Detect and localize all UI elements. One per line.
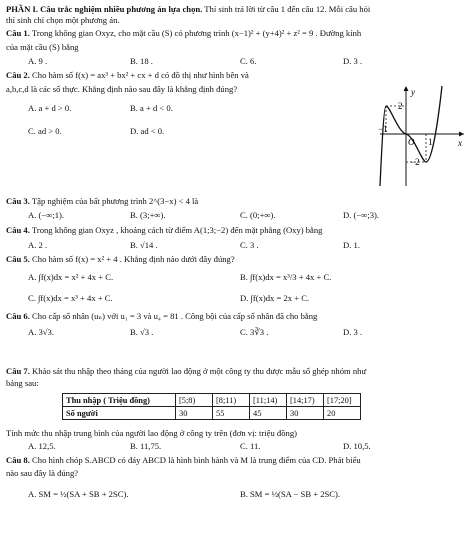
q2-option-c[interactable]: C. ad > 0. [28, 126, 62, 136]
q7-option-a[interactable]: A. 12,5. [28, 441, 56, 451]
q4-option-a[interactable]: A. 2 . [28, 240, 48, 250]
cubic-curve [380, 86, 442, 186]
q1-option-c[interactable]: C. 6. [240, 56, 257, 66]
cubic-graph [376, 82, 468, 192]
question-3-label: Câu 3. [6, 196, 30, 206]
q5-option-a[interactable]: A. ∫f(x)dx = x² + 4x + C. [28, 272, 114, 282]
question-8-text: Cho hình chóp S.ABCD có đáy ABCD là hình bình hành và M là trung điểm của CD. Phát biểu [29, 455, 361, 465]
question-7-text-3: Tính mức thu nhập trung bình của người lao động ở công ty trên (đơn vị: triệu đồng) [6, 428, 297, 438]
q3-option-c[interactable]: C. (0;+∞). [240, 210, 276, 220]
q8-option-b[interactable]: B. SM = ½(SA − SB + 2SC). [240, 489, 341, 499]
tick-label-2: 2 [398, 101, 403, 111]
table-cell: 30 [176, 407, 213, 420]
question-7-text: Khảo sát thu nhập theo tháng của người lao động ở một công ty thu được mẫu số ghép nhóm như [29, 366, 367, 376]
q1-option-b[interactable]: B. 18 . [130, 56, 153, 66]
question-3-text: Tập nghiệm của bất phương trình 2^(3−x) < 4 là [29, 196, 199, 206]
q1-option-a[interactable]: A. 9 . [28, 56, 48, 66]
q5-option-d[interactable]: D. ∫f(x)dx = 2x + C. [240, 293, 310, 303]
table-cell: [14;17) [287, 394, 324, 407]
origin-label: O [408, 137, 415, 147]
question-8-text-2: nào sau đây là đúng? [6, 468, 79, 478]
question-7-label: Câu 7. [6, 366, 30, 376]
part-heading-line [6, 4, 370, 15]
question-6-line [6, 311, 317, 322]
q8-option-a[interactable]: A. SM = ½(SA + SB + 2SC). [28, 489, 129, 499]
q6-option-a[interactable]: A. 3√3. [28, 327, 54, 337]
part-heading-rest: Thí sinh trả lời từ câu 1 đến câu 12. Mỗi câu hỏi [202, 4, 371, 14]
q6-option-c[interactable]: C. 3∛3 . [240, 327, 269, 337]
q3-option-a[interactable]: A. (−∞;1). [28, 210, 65, 220]
q4-option-c[interactable]: C. 3 . [240, 240, 259, 250]
q6-option-d[interactable]: D. 3 . [343, 327, 363, 337]
part-instruction: thí sinh chỉ chọn một phương án. [6, 15, 120, 25]
question-3-line [6, 196, 198, 207]
question-5-label: Câu 5. [6, 254, 30, 264]
q5-option-b[interactable]: B. ∫f(x)dx = x³/3 + 4x + C. [240, 272, 332, 282]
q5-option-c[interactable]: C. ∫f(x)dx = x³ + 4x + C. [28, 293, 113, 303]
x-axis-arrow [459, 132, 464, 137]
income-table [62, 393, 361, 420]
y-axis-label: y [411, 87, 415, 97]
q3-option-d[interactable]: D. (−∞;3). [343, 210, 380, 220]
question-1-line [6, 28, 361, 39]
tick-label-minus-2: −2 [410, 157, 420, 167]
question-8-line [6, 455, 361, 466]
q7-option-c[interactable]: C. 11. [240, 441, 261, 451]
part-heading: PHẦN I. Câu trắc nghiệm nhiều phương án lựa chọn. [6, 4, 203, 14]
y-axis-arrow [404, 86, 409, 91]
table-cell: [5;8) [176, 394, 213, 407]
question-1-label: Câu 1. [6, 28, 30, 38]
table-row [63, 407, 361, 420]
x-axis-label: x [458, 138, 462, 148]
table-cell: [11;14) [250, 394, 287, 407]
table-cell: 45 [250, 407, 287, 420]
question-1-text-2: của mặt cầu (S) bằng [6, 42, 79, 52]
table-cell: 55 [213, 407, 250, 420]
question-4-text: Trong không gian Oxyz , khoảng cách từ điểm A(1;3;−2) đến mặt phẳng (Oxy) bằng [29, 225, 323, 235]
q2-option-d[interactable]: D. ad < 0. [130, 126, 165, 136]
q6-option-b[interactable]: B. √3 . [130, 327, 154, 337]
table-cell: 30 [287, 407, 324, 420]
table-header-count: Số người [63, 407, 176, 420]
question-7-text-2: bảng sau: [6, 378, 39, 388]
tick-label-1: 1 [428, 137, 433, 147]
table-cell: [17;20] [324, 394, 361, 407]
question-5-line [6, 254, 235, 265]
table-row [63, 394, 361, 407]
question-6-text: Cho cấp số nhân (uₙ) với u₁ = 3 và u₄ = 81 . Công bội của cấp số nhân đã cho bằng [29, 311, 318, 321]
question-4-line [6, 225, 322, 236]
q1-option-d[interactable]: D. 3 . [343, 56, 363, 66]
q4-option-d[interactable]: D. 1. [343, 240, 360, 250]
tick-label-minus-1: −1 [378, 124, 388, 134]
q2-option-a[interactable]: A. a + d > 0. [28, 103, 72, 113]
q7-option-d[interactable]: D. 10,5. [343, 441, 371, 451]
q2-option-b[interactable]: B. a + d < 0. [130, 103, 173, 113]
table-cell: [8;11) [213, 394, 250, 407]
question-1-text: Trong không gian Oxyz, cho mặt cầu (S) có phương trình (x−1)² + (y+4)² + z² = 9 . Đường kính [29, 28, 362, 38]
question-2-label: Câu 2. [6, 70, 30, 80]
q7-option-b[interactable]: B. 11,75. [130, 441, 162, 451]
question-8-label: Câu 8. [6, 455, 30, 465]
question-2-text-2: a,b,c,d là các số thực. Khẳng định nào sau đây là khẳng định đúng? [6, 84, 238, 94]
table-header-income: Thu nhập ( Triệu đồng) [63, 394, 176, 407]
question-7-line [6, 366, 366, 377]
q4-option-b[interactable]: B. √14 . [130, 240, 158, 250]
question-6-label: Câu 6. [6, 311, 30, 321]
q3-option-b[interactable]: B. (3;+∞). [130, 210, 166, 220]
table-cell: 20 [324, 407, 361, 420]
question-2-text: Cho hàm số f(x) = ax³ + bx² + cx + d có đồ thị như hình bên và [29, 70, 249, 80]
question-2-line [6, 70, 249, 81]
question-5-text: Cho hàm số f(x) = x² + 4 . Khẳng định nào dưới đây đúng? [29, 254, 235, 264]
question-4-label: Câu 4. [6, 225, 30, 235]
